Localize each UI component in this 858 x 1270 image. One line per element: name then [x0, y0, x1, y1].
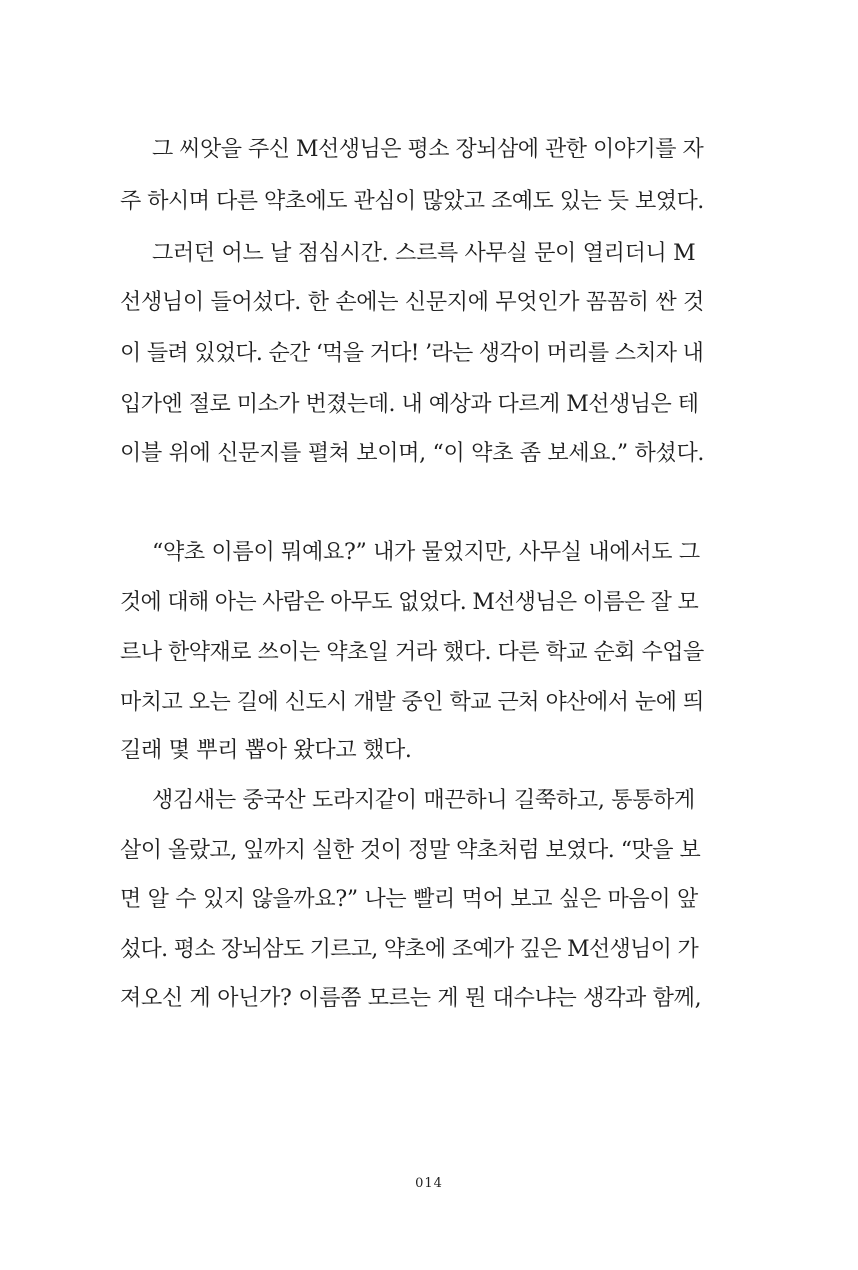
text-line: 져오신 게 아닌가? 이름쯤 모르는 게 뭔 대수냐는 생각과 함께,	[120, 986, 702, 1011]
text-line: 면 알 수 있지 않을까요?” 나는 빨리 먹어 보고 싶은 마음이 앞	[120, 887, 698, 912]
text-line: 섰다. 평소 장뇌삼도 기르고, 약초에 조예가 깊은 M선생님이 가	[120, 937, 699, 962]
text-line: 그 씨앗을 주신 M선생님은 평소 장뇌삼에 관한 이야기를 자	[152, 137, 704, 162]
text-line: 르나 한약재로 쓰이는 약초일 거라 했다. 다른 학교 순회 수업을	[120, 640, 704, 665]
text-line: “약초 이름이 뭐예요?” 내가 물었지만, 사무실 내에서도 그	[152, 540, 700, 565]
text-line: 이 들려 있었다. 순간 ‘먹을 거다! ’라는 생각이 머리를 스치자 내	[120, 341, 704, 366]
page-number: 014	[415, 1176, 443, 1191]
text-line: 이블 위에 신문지를 펼쳐 보이며, “이 약초 좀 보세요.” 하셨다.	[120, 441, 705, 466]
text-line: 입가엔 절로 미소가 번졌는데. 내 예상과 다르게 M선생님은 테	[120, 392, 699, 417]
text-line: 생김새는 중국산 도라지같이 매끈하니 길쭉하고, 통통하게	[152, 788, 696, 813]
text-line: 길래 몇 뿌리 뽑아 왔다고 했다.	[120, 738, 412, 763]
text-line: 살이 올랐고, 잎까지 실한 것이 정말 약초처럼 보였다. “맛을 보	[120, 838, 701, 863]
text-line: 그러던 어느 날 점심시간. 스르륵 사무실 문이 열리더니 M	[152, 241, 696, 266]
text-line: 것에 대해 아는 사람은 아무도 없었다. M선생님은 이름은 잘 모	[120, 590, 699, 615]
text-line: 선생님이 들어섰다. 한 손에는 신문지에 무엇인가 꼼꼼히 싼 것	[120, 290, 705, 315]
text-line: 마치고 오는 길에 신도시 개발 중인 학교 근처 야산에서 눈에 띄	[120, 690, 704, 715]
text-line: 주 하시며 다른 약초에도 관심이 많았고 조예도 있는 듯 보였다.	[120, 189, 704, 214]
